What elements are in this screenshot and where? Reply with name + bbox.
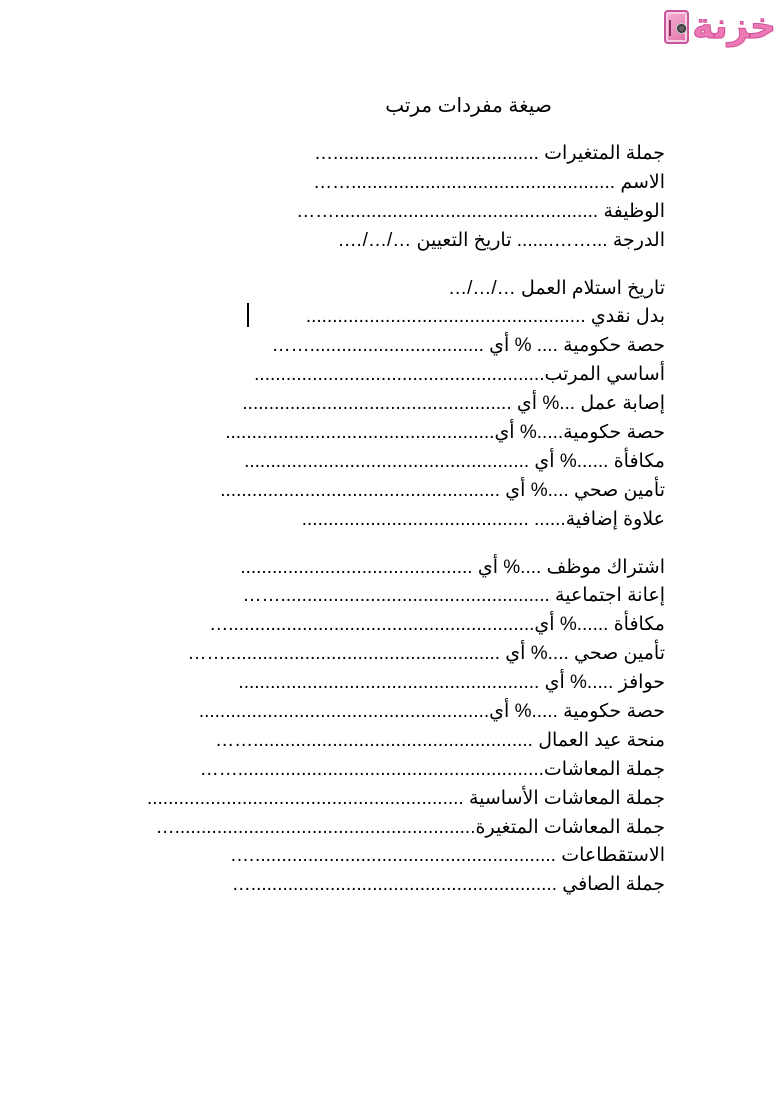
field-blank[interactable]: ............................................................: [146, 787, 469, 809]
form-row: [105, 842, 665, 871]
field-blank[interactable]: ....% أي ....................................................……: [187, 643, 575, 665]
field-label: أساسي المرتب: [544, 364, 665, 386]
field-label: الاستقطاعات: [561, 845, 665, 867]
form-row: [105, 669, 665, 698]
field-label: مكافأة: [613, 614, 665, 636]
salary-form: [105, 140, 665, 900]
field-blank[interactable]: .....................................................: [305, 306, 591, 328]
field-blank[interactable]: .....................................................……: [215, 729, 539, 751]
form-row: [105, 390, 665, 419]
field-blank[interactable]: .....% أي...................................................: [225, 422, 564, 444]
field-blank[interactable]: ..................................................……: [313, 171, 621, 193]
field-blank[interactable]: ......% أي ......................................................: [244, 450, 614, 472]
document-title: صيغة مفردات مرتب: [385, 95, 552, 117]
form-row: [105, 814, 665, 843]
logo-text: خزنة: [692, 6, 776, 47]
field-label: حصة حكومية: [563, 335, 665, 357]
field-label: جملة المعاشات: [543, 758, 665, 780]
field-blank[interactable]: .........................................................….: [230, 845, 562, 867]
field-blank[interactable]: .........................................................…: [155, 816, 476, 838]
field-blank[interactable]: ...................................................……: [242, 585, 556, 607]
field-label: تاريخ استلام العمل: [520, 277, 665, 299]
form-row: [105, 582, 665, 611]
field-blank[interactable]: …/…/…: [448, 277, 521, 299]
form-row: [105, 303, 665, 332]
field-label: اشتراك موظف: [546, 556, 665, 578]
field-label: تأمين صحي: [574, 643, 665, 665]
field-blank[interactable]: ...... ...........................................: [301, 508, 566, 530]
field-blank[interactable]: .....% أي.......................................................: [198, 701, 564, 723]
form-row: [105, 198, 665, 227]
field-label: بدل نقدي: [590, 306, 665, 328]
form-row: [105, 169, 665, 198]
field-blank[interactable]: .... % أي .................................……: [271, 335, 564, 357]
field-blank[interactable]: .......................................…: [314, 143, 545, 164]
form-row: [105, 611, 665, 640]
form-row: [105, 448, 665, 477]
form-row: [105, 871, 665, 900]
field-label: تأمين صحي: [574, 479, 665, 501]
field-label: جملة المتغيرات: [544, 143, 665, 164]
field-blank[interactable]: ..........................................................……: [199, 758, 544, 780]
form-row: [105, 477, 665, 506]
field-label: الوظيفة: [603, 200, 665, 222]
form-row: [105, 698, 665, 727]
form-row: [105, 554, 665, 583]
form-row: [105, 227, 665, 256]
field-label: حصة حكومية: [563, 701, 665, 723]
field-label: إصابة عمل: [580, 393, 665, 415]
field-blank[interactable]: ....% أي ............................................: [240, 556, 547, 578]
field-label: الدرجة: [612, 229, 665, 251]
field-blank[interactable]: ....% أي .....................................................: [220, 479, 575, 501]
form-row: [105, 640, 665, 669]
field-label: علاوة إضافية: [565, 508, 665, 530]
field-label: إعانة اجتماعية: [555, 585, 665, 607]
field-blank[interactable]: ..................................................……: [296, 200, 604, 222]
field-blank[interactable]: .......................................................: [254, 364, 545, 386]
form-row: [105, 140, 665, 169]
field-label: جملة المعاشات المتغيرة: [475, 816, 665, 838]
form-row: [105, 785, 665, 814]
form-row: [105, 727, 665, 756]
field-label: منحة عيد العمال: [538, 729, 665, 751]
field-blank[interactable]: ..........................................................…: [231, 874, 563, 896]
field-label: حصة حكومية: [563, 422, 665, 444]
form-row: [105, 275, 665, 304]
site-logo: [664, 6, 776, 48]
field-label: جملة المعاشات الأساسية: [468, 787, 665, 809]
field-blank[interactable]: ...……....... تاريخ التعيين …/…/….: [338, 229, 613, 251]
field-label: حوافز: [618, 672, 665, 694]
field-label: الاسم: [620, 171, 665, 193]
form-row: [105, 332, 665, 361]
form-row: [105, 756, 665, 785]
field-blank[interactable]: .....% أي .........................................................: [238, 672, 619, 694]
field-label: جملة الصافي: [562, 874, 665, 896]
safe-hinge: [669, 20, 671, 36]
safe-dial: [676, 23, 687, 34]
form-row: [105, 506, 665, 535]
field-blank[interactable]: ......% أي..........................................................…: [209, 614, 614, 636]
text-cursor: [247, 303, 249, 327]
form-row: [105, 419, 665, 448]
form-row: [105, 361, 665, 390]
field-label: مكافأة: [613, 450, 665, 472]
safe-icon: [664, 10, 689, 44]
field-blank[interactable]: ...% أي ...................................................: [242, 393, 581, 415]
